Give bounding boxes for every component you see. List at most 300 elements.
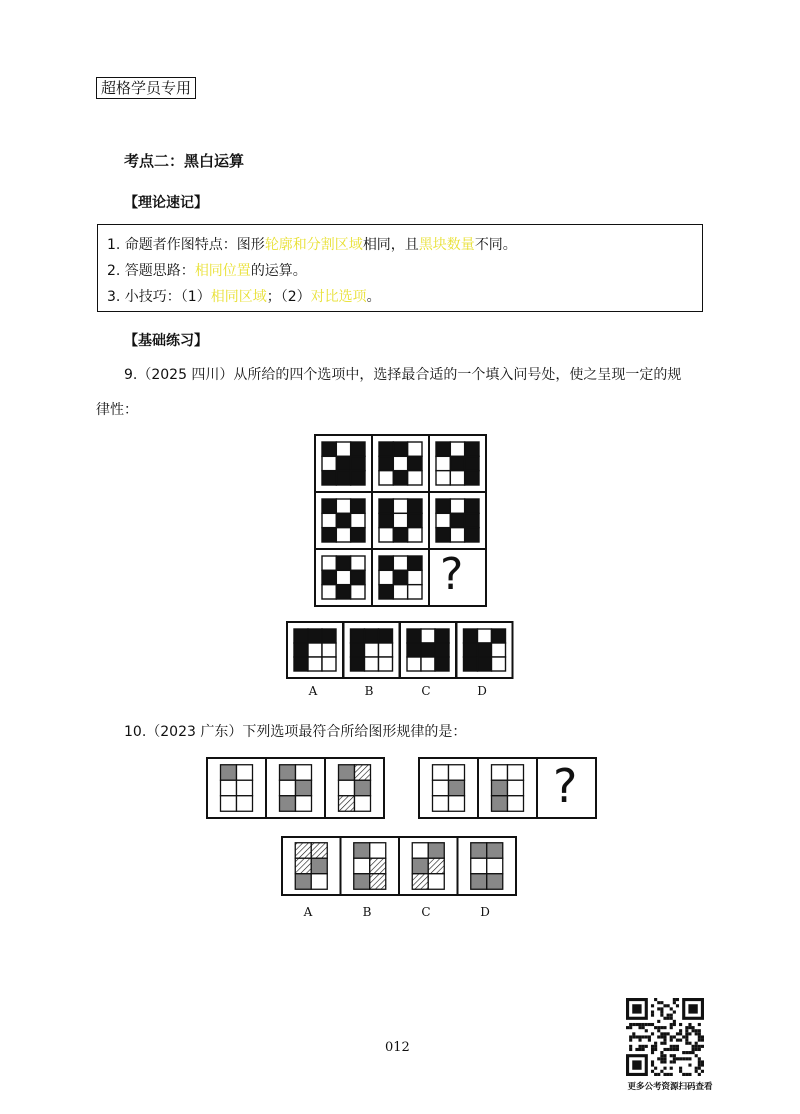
- qr-module: [660, 1001, 663, 1004]
- qr-module: [698, 1057, 701, 1060]
- qr-module: [673, 1035, 676, 1038]
- qr-module: [667, 1032, 670, 1035]
- q10-cell-2: [266, 758, 325, 818]
- q10-cell-1-sq-20: [221, 796, 237, 812]
- qr-module: [670, 1035, 673, 1038]
- qr-module: [651, 1051, 654, 1054]
- q9-option-d-sq-12: [492, 643, 506, 657]
- qr-module: [692, 1045, 695, 1048]
- q9-option-d-sq-11: [478, 643, 492, 657]
- q10-option-c-sq-20: [412, 874, 428, 890]
- q9-option-b-sq-21: [365, 657, 379, 671]
- qr-module: [651, 1023, 654, 1026]
- qr-module: [642, 1035, 645, 1038]
- qr-module: [679, 1070, 682, 1073]
- qr-module: [682, 1057, 685, 1060]
- q9-cell-5-sq-02: [408, 499, 422, 513]
- q9-option-c-sq-02: [435, 629, 449, 643]
- qr-module: [660, 1032, 663, 1035]
- qr-module: [673, 1057, 676, 1060]
- q10-cell-3: [325, 758, 384, 818]
- qr-module: [651, 1060, 654, 1063]
- q10-cell-2-sq-11: [296, 780, 312, 796]
- q10-option-c-sq-10: [412, 858, 428, 874]
- qr-module: [663, 1035, 666, 1038]
- q9-cell-4-sq-21: [336, 528, 350, 542]
- q9-cell-7-sq-22: [351, 585, 365, 599]
- qr-module: [685, 1029, 688, 1032]
- qr-module: [654, 1048, 657, 1051]
- qr-module: [670, 1014, 673, 1017]
- qr-module: [670, 1067, 673, 1070]
- qr-module: [673, 998, 676, 1001]
- q10-option-b-sq-20: [354, 874, 370, 890]
- q9-cell-3-sq-20: [436, 471, 450, 485]
- qr-module: [651, 1004, 654, 1007]
- qr-module: [695, 1054, 698, 1057]
- qr-finder-core: [632, 1004, 641, 1013]
- q10-option-d-sq-21: [487, 874, 503, 890]
- q9-cell-3-sq-22: [465, 471, 479, 485]
- q10-option-d: [458, 837, 517, 895]
- qr-module: [698, 1048, 701, 1051]
- theory-line-3: 3. 小技巧：（1）相同区域；（2）对比选项。: [107, 289, 381, 305]
- q10-cell-3-sq-01: [355, 765, 371, 781]
- qr-module: [663, 1054, 666, 1057]
- qr-module: [698, 1032, 701, 1035]
- q10-cell-2-sq-10: [280, 780, 296, 796]
- q9-cell-6: [429, 492, 486, 549]
- q10-cell-5-sq-21: [508, 796, 524, 812]
- qr-module: [670, 1026, 673, 1029]
- qr-module: [698, 1029, 701, 1032]
- qr-module: [695, 1048, 698, 1051]
- q9-cell-6-sq-02: [465, 499, 479, 513]
- q10-option-label-c: C: [421, 905, 431, 919]
- qr-module: [673, 1045, 676, 1048]
- q9-cell-8-sq-02: [408, 556, 422, 570]
- q10-option-b: [341, 837, 400, 895]
- qr-module: [673, 1010, 676, 1013]
- q10-option-b-sq-01: [370, 843, 386, 859]
- qr-module: [692, 1029, 695, 1032]
- qr-module: [692, 1051, 695, 1054]
- qr-module: [651, 1014, 654, 1017]
- q9-option-b: [344, 622, 400, 678]
- q9-cell-4-sq-02: [351, 499, 365, 513]
- qr-module: [676, 1057, 679, 1060]
- q9-cell-3-sq-01: [450, 442, 464, 456]
- q9-cell-4-sq-11: [336, 513, 350, 527]
- q9-cell-8: [372, 549, 429, 606]
- q10-cell-1-sq-11: [237, 780, 253, 796]
- page-number: 012: [385, 1040, 410, 1055]
- qr-module: [698, 1045, 701, 1048]
- qr-module: [638, 1045, 641, 1048]
- qr-module: [676, 1004, 679, 1007]
- qr-module: [657, 1020, 660, 1023]
- qr-module: [670, 1017, 673, 1020]
- q9-option-b-sq-12: [379, 643, 393, 657]
- q9-cell-5-sq-22: [408, 528, 422, 542]
- q10-cell-1: [207, 758, 266, 818]
- q9-cell-2-sq-21: [393, 471, 407, 485]
- q10-option-b-sq-10: [354, 858, 370, 874]
- qr-code-icon[interactable]: [626, 998, 704, 1076]
- q9-cell-6-sq-20: [436, 528, 450, 542]
- q9-cell-8-sq-21: [393, 585, 407, 599]
- qr-module: [688, 1073, 691, 1076]
- qr-module: [645, 1035, 648, 1038]
- q10-cell-1-sq-21: [237, 796, 253, 812]
- qr-module: [651, 1045, 654, 1048]
- qr-module: [698, 1023, 701, 1026]
- qr-module: [651, 1064, 654, 1067]
- q9-cell-7-sq-10: [322, 570, 336, 584]
- q9-option-b-sq-01: [365, 629, 379, 643]
- qr-module: [701, 1035, 704, 1038]
- qr-module: [695, 1029, 698, 1032]
- qr-module: [660, 1035, 663, 1038]
- q10-option-label-a: A: [303, 905, 313, 919]
- q9-cell-8-sq-22: [408, 585, 422, 599]
- q9-option-d-sq-22: [492, 657, 506, 671]
- q10-cell-1-sq-01: [237, 765, 253, 781]
- q9-option-label-b: B: [364, 684, 374, 698]
- q9-cell-5-sq-01: [393, 499, 407, 513]
- q10-option-b-sq-11: [370, 858, 386, 874]
- qr-module: [698, 1039, 701, 1042]
- q9-cell-1-sq-10: [322, 456, 336, 470]
- q10-question-mark: ?: [553, 759, 578, 813]
- q9-option-d: [457, 622, 513, 678]
- qr-module: [629, 1035, 632, 1038]
- qr-module: [660, 1057, 663, 1060]
- qr-caption: 更多公考资源扫码查看: [627, 1082, 713, 1092]
- q9-cell-2-sq-01: [393, 442, 407, 456]
- qr-module: [632, 1035, 635, 1038]
- q9-cell-7-sq-11: [336, 570, 350, 584]
- qr-module: [676, 1039, 679, 1042]
- qr-module: [648, 1039, 651, 1042]
- qr-module: [648, 1035, 651, 1038]
- qr-module: [701, 1045, 704, 1048]
- qr-module: [654, 1073, 657, 1076]
- q10-cell-1-sq-10: [221, 780, 237, 796]
- q9-cell-8-sq-11: [393, 570, 407, 584]
- q10-option-a-sq-10: [295, 858, 311, 874]
- q9-cell-4-sq-10: [322, 513, 336, 527]
- qr-module: [685, 1057, 688, 1060]
- q9-cell-1-sq-02: [351, 442, 365, 456]
- q10-cell-4-sq-11: [449, 780, 465, 796]
- q10-option-d-sq-11: [487, 858, 503, 874]
- qr-module: [685, 1032, 688, 1035]
- header-tag: 超格学员专用: [96, 77, 196, 99]
- q9-cell-1-sq-12: [351, 456, 365, 470]
- q9-option-a-sq-20: [294, 657, 308, 671]
- qr-module: [667, 1048, 670, 1051]
- qr-module: [645, 1029, 648, 1032]
- q9-option-d-sq-02: [492, 629, 506, 643]
- q9-cell-1: [315, 435, 372, 492]
- q9-option-d-sq-00: [464, 629, 478, 643]
- q10-option-c-sq-00: [412, 843, 428, 859]
- q10-cell-3-sq-00: [339, 765, 355, 781]
- q10-option-a-sq-01: [311, 843, 327, 859]
- qr-module: [635, 1023, 638, 1026]
- q9-cell-3-sq-10: [436, 456, 450, 470]
- q10-cell-2-sq-20: [280, 796, 296, 812]
- q9-option-a: [287, 622, 343, 678]
- q9-cell-7-sq-01: [336, 556, 350, 570]
- q10-cell-3-sq-21: [355, 796, 371, 812]
- qr-module: [629, 1045, 632, 1048]
- qr-module: [626, 1026, 629, 1029]
- qr-module: [670, 1048, 673, 1051]
- q10-cell-4-sq-20: [433, 796, 449, 812]
- qr-module: [642, 1023, 645, 1026]
- qr-module: [663, 1067, 666, 1070]
- qr-module: [663, 1026, 666, 1029]
- q9-cell-2-sq-12: [408, 456, 422, 470]
- q9-option-b-sq-02: [379, 629, 393, 643]
- qr-module: [657, 1035, 660, 1038]
- qr-module: [676, 1048, 679, 1051]
- q10-cell-5-sq-00: [492, 765, 508, 781]
- q9-cell-2-sq-20: [379, 471, 393, 485]
- q9-option-a-sq-00: [294, 629, 308, 643]
- q9-option-d-sq-21: [478, 657, 492, 671]
- q9-cell-6-sq-12: [465, 513, 479, 527]
- q10-option-c-sq-11: [428, 858, 444, 874]
- qr-module: [651, 1048, 654, 1051]
- qr-module: [673, 1048, 676, 1051]
- q9-cell-4-sq-00: [322, 499, 336, 513]
- q9-text-line2: 律性：: [96, 402, 138, 418]
- qr-module: [673, 1023, 676, 1026]
- qr-module: [698, 1067, 701, 1070]
- qr-module: [663, 1039, 666, 1042]
- q10-cell-3-sq-10: [339, 780, 355, 796]
- q10-cell-5-sq-20: [492, 796, 508, 812]
- q9-cell-4-sq-22: [351, 528, 365, 542]
- q10-cell-3-sq-11: [355, 780, 371, 796]
- qr-module: [629, 1039, 632, 1042]
- qr-module: [660, 1014, 663, 1017]
- qr-module: [670, 1054, 673, 1057]
- qr-module: [701, 1064, 704, 1067]
- q9-cell-7: [315, 549, 372, 606]
- qr-module: [685, 1035, 688, 1038]
- qr-module: [670, 1007, 673, 1010]
- q10-cell-4-sq-21: [449, 796, 465, 812]
- q9-cell-4: [315, 492, 372, 549]
- q9-cell-3-sq-11: [450, 456, 464, 470]
- qr-module: [688, 1064, 691, 1067]
- qr-module: [698, 1073, 701, 1076]
- qr-module: [657, 1001, 660, 1004]
- q9-cell-3-sq-12: [465, 456, 479, 470]
- q9-option-c-sq-12: [435, 643, 449, 657]
- qr-module: [663, 1004, 666, 1007]
- qr-module: [679, 1023, 682, 1026]
- q9-option-a-sq-01: [308, 629, 322, 643]
- q10-cell-5-sq-11: [508, 780, 524, 796]
- q10-cell-5-sq-01: [508, 765, 524, 781]
- qr-module: [632, 1032, 635, 1035]
- qr-module: [670, 1073, 673, 1076]
- qr-module: [657, 1057, 660, 1060]
- q9-cell-2-sq-10: [379, 456, 393, 470]
- qr-module: [670, 1045, 673, 1048]
- q9-cell-5-sq-00: [379, 499, 393, 513]
- theory-heading: 【理论速记】: [124, 195, 208, 211]
- qr-module: [629, 1023, 632, 1026]
- qr-module: [667, 1017, 670, 1020]
- q9-option-c-sq-00: [407, 629, 421, 643]
- qr-module: [679, 1057, 682, 1060]
- q9-cell-8-sq-10: [379, 570, 393, 584]
- q10-option-d-sq-01: [487, 843, 503, 859]
- qr-module: [685, 1073, 688, 1076]
- qr-module: [645, 1023, 648, 1026]
- q10-cell-5: [478, 758, 537, 818]
- qr-module: [660, 1026, 663, 1029]
- qr-module: [642, 1048, 645, 1051]
- qr-module: [698, 1064, 701, 1067]
- q9-cell-6-sq-11: [450, 513, 464, 527]
- q10-cell-5-sq-10: [492, 780, 508, 796]
- q9-option-b-sq-20: [351, 657, 365, 671]
- q9-cell-2: [372, 435, 429, 492]
- qr-module: [685, 1039, 688, 1042]
- qr-module: [679, 1039, 682, 1042]
- theory-line-2: 2. 答题思路：相同位置的运算。: [107, 263, 307, 279]
- q9-option-c-sq-22: [435, 657, 449, 671]
- q9-option-a-sq-10: [294, 643, 308, 657]
- q9-cell-2-sq-00: [379, 442, 393, 456]
- q9-cell-5-sq-11: [393, 513, 407, 527]
- qr-module: [667, 1014, 670, 1017]
- q9-cell-5-sq-12: [408, 513, 422, 527]
- q9-option-a-sq-02: [322, 629, 336, 643]
- q9-cell-3-sq-02: [465, 442, 479, 456]
- qr-module: [676, 998, 679, 1001]
- qr-module: [657, 1007, 660, 1010]
- qr-module: [629, 1048, 632, 1051]
- qr-module: [692, 1048, 695, 1051]
- qr-module: [679, 1067, 682, 1070]
- q10-cell-2-sq-21: [296, 796, 312, 812]
- q10-option-d-sq-00: [471, 843, 487, 859]
- qr-module: [654, 1042, 657, 1045]
- q10-option-label-b: B: [362, 905, 372, 919]
- qr-module: [654, 1045, 657, 1048]
- qr-module: [660, 1060, 663, 1063]
- qr-module: [673, 1001, 676, 1004]
- qr-module: [632, 1023, 635, 1026]
- q10-cell-4: [419, 758, 478, 818]
- q9-cell-7-sq-02: [351, 556, 365, 570]
- qr-module: [638, 1048, 641, 1051]
- q9-cell-8-sq-20: [379, 585, 393, 599]
- qr-module: [638, 1023, 641, 1026]
- q10-cell-1-sq-00: [221, 765, 237, 781]
- q9-option-b-sq-22: [379, 657, 393, 671]
- qr-finder-core: [632, 1060, 641, 1069]
- qr-module: [667, 1004, 670, 1007]
- qr-module: [698, 1060, 701, 1063]
- q10-cell-4-sq-01: [449, 765, 465, 781]
- qr-module: [629, 1026, 632, 1029]
- q9-cell-8-sq-12: [408, 570, 422, 584]
- q9-options-strip: [286, 621, 514, 678]
- qr-module: [654, 1026, 657, 1029]
- qr-module: [685, 1051, 688, 1054]
- qr-module: [654, 998, 657, 1001]
- q10-option-a: [282, 837, 341, 895]
- q9-cell-1-sq-20: [322, 471, 336, 485]
- qr-module: [660, 1010, 663, 1013]
- qr-module: [688, 1023, 691, 1026]
- q10-cell-4-sq-00: [433, 765, 449, 781]
- q9-question-mark: ?: [440, 549, 464, 600]
- qr-module: [695, 1045, 698, 1048]
- qr-module: [685, 1042, 688, 1045]
- q9-cell-4-sq-01: [336, 499, 350, 513]
- q9-cell-3-sq-00: [436, 442, 450, 456]
- qr-module: [663, 1060, 666, 1063]
- qr-module: [695, 1042, 698, 1045]
- q10-cell-2-sq-00: [280, 765, 296, 781]
- qr-module: [701, 1060, 704, 1063]
- q10-cell-4-sq-10: [433, 780, 449, 796]
- qr-module: [701, 1070, 704, 1073]
- q9-cell-5: [372, 492, 429, 549]
- theory-box: [97, 224, 703, 312]
- q9-option-c-sq-01: [421, 629, 435, 643]
- q9-cell-8-sq-00: [379, 556, 393, 570]
- q9-cell-7-sq-20: [322, 585, 336, 599]
- q9-option-c-sq-20: [407, 657, 421, 671]
- qr-module: [695, 1032, 698, 1035]
- qr-module: [673, 1020, 676, 1023]
- q9-option-a-sq-21: [308, 657, 322, 671]
- qr-module: [651, 1070, 654, 1073]
- qr-module: [663, 1032, 666, 1035]
- q10-option-c-sq-21: [428, 874, 444, 890]
- section-title: 考点二：黑白运算: [124, 152, 245, 170]
- qr-module: [657, 1026, 660, 1029]
- qr-module: [688, 1026, 691, 1029]
- q10-cell-3-sq-20: [339, 796, 355, 812]
- qr-module: [676, 1032, 679, 1035]
- qr-module: [682, 1035, 685, 1038]
- qr-module: [657, 1029, 660, 1032]
- q9-option-b-sq-10: [351, 643, 365, 657]
- qr-module: [638, 1026, 641, 1029]
- q9-cell-2-sq-22: [408, 471, 422, 485]
- q10-question-row: [206, 757, 598, 819]
- q9-cell-1-sq-00: [322, 442, 336, 456]
- qr-module: [651, 1032, 654, 1035]
- qr-module: [688, 1042, 691, 1045]
- qr-finder-core: [688, 1004, 697, 1013]
- q9-cell-1-sq-01: [336, 442, 350, 456]
- qr-module: [670, 1039, 673, 1042]
- q9-option-b-sq-11: [365, 643, 379, 657]
